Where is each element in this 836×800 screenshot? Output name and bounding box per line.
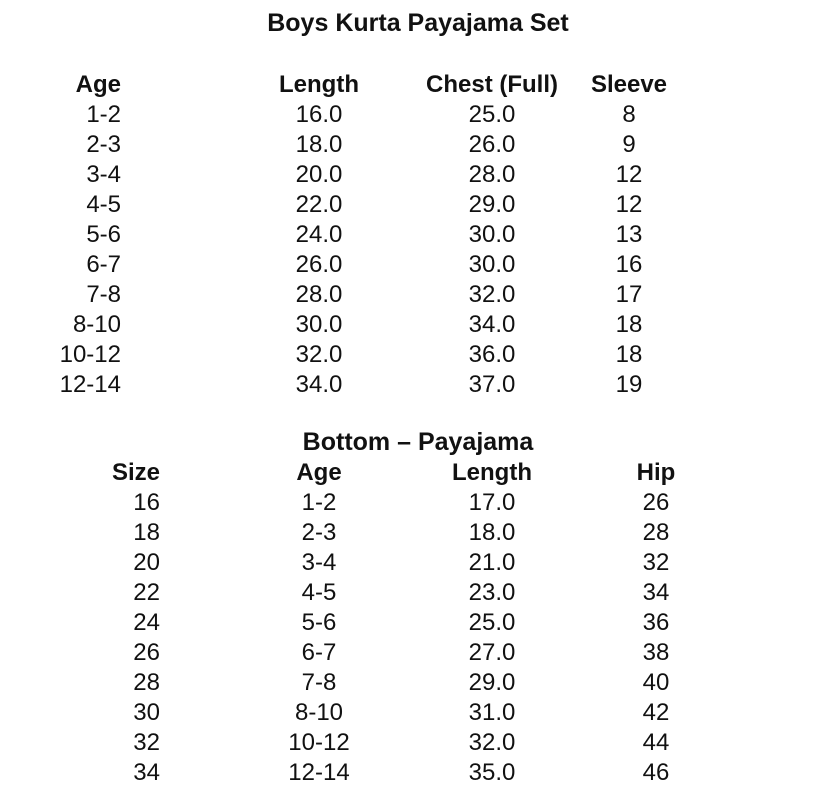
table-row — [0, 220, 668, 250]
table-cell: 13 — [615, 221, 643, 248]
table-cell: 4-5 — [301, 579, 337, 606]
column-header: Chest (Full) — [426, 71, 558, 98]
kurta-set-title: Boys Kurta Payajama Set — [267, 9, 569, 37]
table-cell: 30.0 — [468, 221, 516, 248]
table-cell: 42 — [642, 699, 670, 726]
table-cell: 17.0 — [468, 489, 516, 516]
table-cell: 26.0 — [468, 131, 516, 158]
table-cell: 46 — [642, 759, 670, 786]
column-header: Length — [279, 71, 359, 98]
table-cell: 10-12 — [59, 341, 121, 368]
table-cell: 30.0 — [468, 251, 516, 278]
payajama-title: Bottom – Payajama — [302, 428, 534, 456]
table-row — [0, 578, 668, 608]
table-cell: 28.0 — [468, 161, 516, 188]
table-cell: 27.0 — [468, 639, 516, 666]
table-cell: 1-2 — [301, 489, 337, 516]
table-cell: 25.0 — [468, 609, 516, 636]
table-cell: 12 — [615, 161, 643, 188]
table-row — [0, 548, 668, 578]
table-row — [0, 250, 668, 280]
table-cell: 8-10 — [72, 311, 121, 338]
table-row — [0, 130, 668, 160]
table-cell: 10-12 — [288, 729, 350, 756]
table-cell: 20.0 — [295, 161, 343, 188]
table-cell: 12-14 — [59, 371, 121, 398]
table-cell: 9 — [622, 131, 636, 158]
table-cell: 17 — [615, 281, 643, 308]
table-cell: 24.0 — [295, 221, 343, 248]
table-row — [0, 370, 668, 400]
table-row — [0, 280, 668, 310]
table-cell: 16 — [133, 489, 160, 516]
table-cell: 16.0 — [295, 101, 343, 128]
table-cell: 28 — [133, 669, 160, 696]
column-header: Age — [75, 71, 121, 98]
table-cell: 32.0 — [468, 729, 516, 756]
table-cell: 21.0 — [468, 549, 516, 576]
table-row — [0, 160, 668, 190]
table-cell: 34.0 — [295, 371, 343, 398]
column-header: Sleeve — [590, 71, 668, 98]
table-cell: 32 — [642, 549, 670, 576]
table-cell: 12-14 — [288, 759, 350, 786]
table-cell: 12 — [615, 191, 643, 218]
table-cell: 23.0 — [468, 579, 516, 606]
table-cell: 18 — [615, 341, 643, 368]
table-cell: 8-10 — [294, 699, 344, 726]
table-cell: 18 — [615, 311, 643, 338]
table-cell: 3-4 — [301, 549, 337, 576]
table-cell: 7-8 — [86, 281, 121, 308]
table-cell: 20 — [133, 549, 160, 576]
table-cell: 40 — [642, 669, 670, 696]
table-cell: 36 — [642, 609, 670, 636]
table-row — [0, 668, 668, 698]
table-header-row — [0, 70, 668, 100]
table-row — [0, 638, 668, 668]
table-cell: 22.0 — [295, 191, 343, 218]
table-cell: 6-7 — [301, 639, 337, 666]
table-cell: 5-6 — [86, 221, 121, 248]
table-cell: 35.0 — [468, 759, 516, 786]
table-cell: 8 — [622, 101, 636, 128]
table-cell: 1-2 — [86, 101, 121, 128]
table-row — [0, 698, 668, 728]
table-cell: 18.0 — [295, 131, 343, 158]
table-cell: 16 — [615, 251, 643, 278]
table-cell: 44 — [642, 729, 670, 756]
table-cell: 32.0 — [468, 281, 516, 308]
table-cell: 26.0 — [295, 251, 343, 278]
table-cell: 26 — [133, 639, 160, 666]
table-cell: 19 — [615, 371, 643, 398]
table-row — [0, 340, 668, 370]
table-cell: 22 — [133, 579, 160, 606]
table-row — [0, 310, 668, 340]
table-cell: 2-3 — [86, 131, 121, 158]
kurta-size-table — [0, 70, 668, 400]
payajama-size-table — [0, 458, 676, 788]
table-cell: 29.0 — [468, 669, 516, 696]
table-cell: 30 — [133, 699, 160, 726]
table-cell: 28.0 — [295, 281, 343, 308]
table-cell: 4-5 — [86, 191, 121, 218]
table-cell: 24 — [133, 609, 160, 636]
table-cell: 7-8 — [301, 669, 337, 696]
table-cell: 26 — [642, 489, 670, 516]
table-header-row — [0, 458, 676, 488]
table-cell: 38 — [642, 639, 670, 666]
table-cell: 34.0 — [468, 311, 516, 338]
table-cell: 2-3 — [301, 519, 337, 546]
table-cell: 6-7 — [86, 251, 121, 278]
table-row — [0, 488, 668, 518]
column-header: Length — [452, 459, 532, 486]
column-header: Age — [296, 459, 342, 486]
table-row — [0, 100, 668, 130]
table-cell: 18.0 — [468, 519, 516, 546]
table-row — [0, 728, 668, 758]
table-cell: 5-6 — [301, 609, 337, 636]
table-cell: 31.0 — [468, 699, 516, 726]
table-cell: 34 — [133, 759, 160, 786]
table-cell: 36.0 — [468, 341, 516, 368]
table-cell: 25.0 — [468, 101, 516, 128]
table-cell: 29.0 — [468, 191, 516, 218]
table-row — [0, 758, 668, 788]
table-cell: 34 — [642, 579, 670, 606]
table-cell: 32.0 — [295, 341, 343, 368]
table-row — [0, 608, 668, 638]
table-row — [0, 518, 668, 548]
table-cell: 32 — [133, 729, 160, 756]
table-cell: 18 — [133, 519, 160, 546]
table-cell: 28 — [642, 519, 670, 546]
table-cell: 30.0 — [295, 311, 343, 338]
table-cell: 3-4 — [86, 161, 121, 188]
column-header: Hip — [636, 459, 676, 486]
table-row — [0, 190, 668, 220]
table-cell: 37.0 — [468, 371, 516, 398]
column-header: Size — [111, 459, 160, 486]
